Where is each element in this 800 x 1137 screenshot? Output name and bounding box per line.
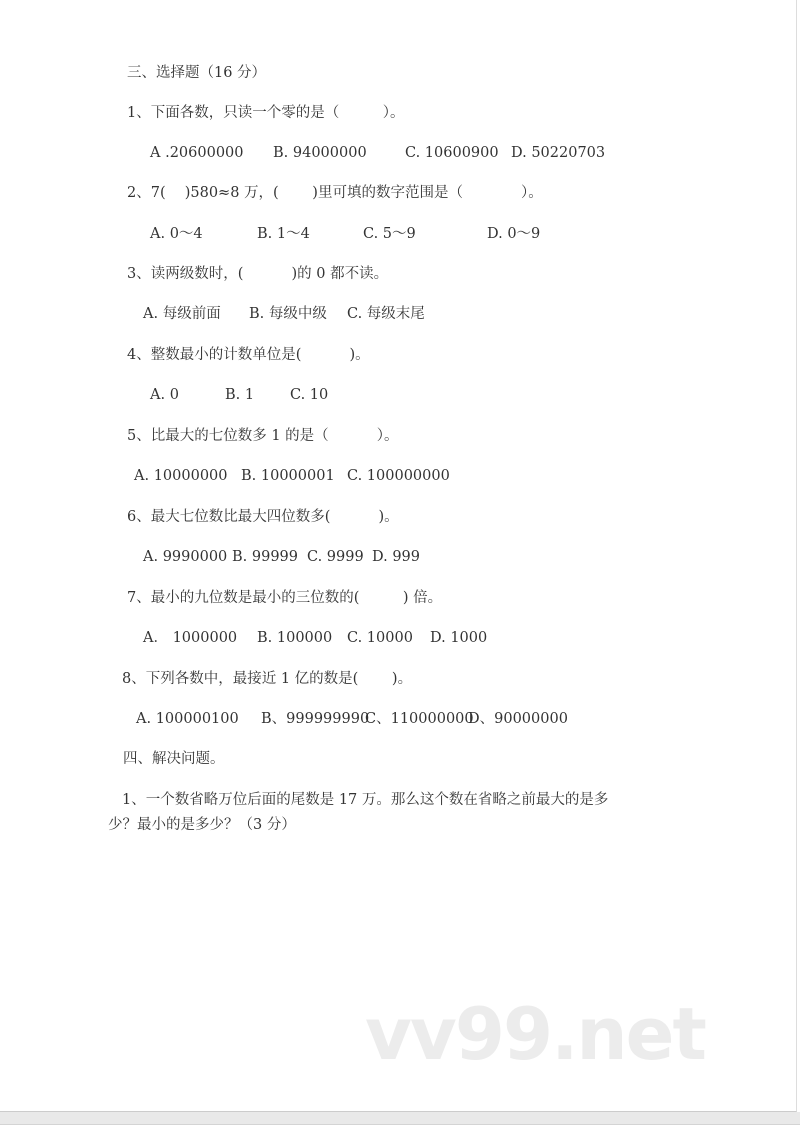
question-5: 5、比最大的七位数多 1 的是（ ）。 xyxy=(127,428,399,444)
problem-1-line-2: 少？最小的是多少？（3 分） xyxy=(108,817,296,833)
q3-option-b: B. 每级中级 xyxy=(249,306,327,322)
page-separator xyxy=(0,1112,800,1125)
q7-option-c: C. 10000 xyxy=(347,630,413,646)
q4-option-a: A. 0 xyxy=(150,387,179,403)
q2-option-a: A. 0～4 xyxy=(150,226,203,242)
q1-option-c: C. 10600900 xyxy=(405,145,499,161)
q2-option-d: D. 0～9 xyxy=(487,226,541,242)
q4-option-c: C. 10 xyxy=(290,387,329,403)
question-3: 3、读两级数时，( )的 0 都不读。 xyxy=(127,266,389,282)
q5-option-c: C. 100000000 xyxy=(347,468,450,484)
question-6: 6、最大七位数比最大四位数多( )。 xyxy=(127,509,399,525)
question-7: 7、最小的九位数是最小的三位数的( ) 倍。 xyxy=(127,590,443,606)
q3-option-c: C. 每级末尾 xyxy=(347,306,425,322)
q1-option-a: A .20600000 xyxy=(150,145,244,161)
q4-option-b: B. 1 xyxy=(225,387,255,403)
q8-option-d: D、90000000 xyxy=(468,711,568,727)
q2-option-b: B. 1～4 xyxy=(257,226,310,242)
q8-option-c: C、110000000 xyxy=(365,711,474,727)
section-three-title: 三、选择题（16 分） xyxy=(127,65,267,81)
question-8: 8、下列各数中，最接近 1 亿的数是( )。 xyxy=(122,671,413,687)
q7-option-b: B. 100000 xyxy=(257,630,333,646)
question-2: 2、7( )580≈8 万，( )里可填的数字范围是（ ）。 xyxy=(127,185,543,201)
problem-1-line-1: 1、一个数省略万位后面的尾数是 17 万。那么这个数在省略之前最大的是多 xyxy=(122,792,609,808)
q6-option-c: C. 9999 xyxy=(307,549,364,565)
watermark: vv99.net xyxy=(365,992,705,1076)
q7-option-d: D. 1000 xyxy=(430,630,488,646)
q6-option-d: D. 999 xyxy=(372,549,421,565)
q5-option-b: B. 10000001 xyxy=(241,468,335,484)
q2-option-c: C. 5～9 xyxy=(363,226,416,242)
q7-option-a: A． 1000000 xyxy=(143,630,238,646)
q6-option-a: A. 9990000 xyxy=(143,549,228,565)
q8-option-b: B、999999990 xyxy=(261,711,370,727)
q8-option-a: A. 100000100 xyxy=(136,711,239,727)
q3-option-a: A. 每级前面 xyxy=(143,306,221,322)
q5-option-a: A. 10000000 xyxy=(134,468,228,484)
question-1: 1、下面各数，只读一个零的是（ ）。 xyxy=(127,105,405,121)
question-4: 4、整数最小的计数单位是( )。 xyxy=(127,347,370,363)
q6-option-b: B. 99999 xyxy=(232,549,299,565)
section-four-title: 四、解决问题。 xyxy=(123,751,225,767)
q1-option-b: B. 94000000 xyxy=(273,145,367,161)
q1-option-d: D. 50220703 xyxy=(511,145,606,161)
